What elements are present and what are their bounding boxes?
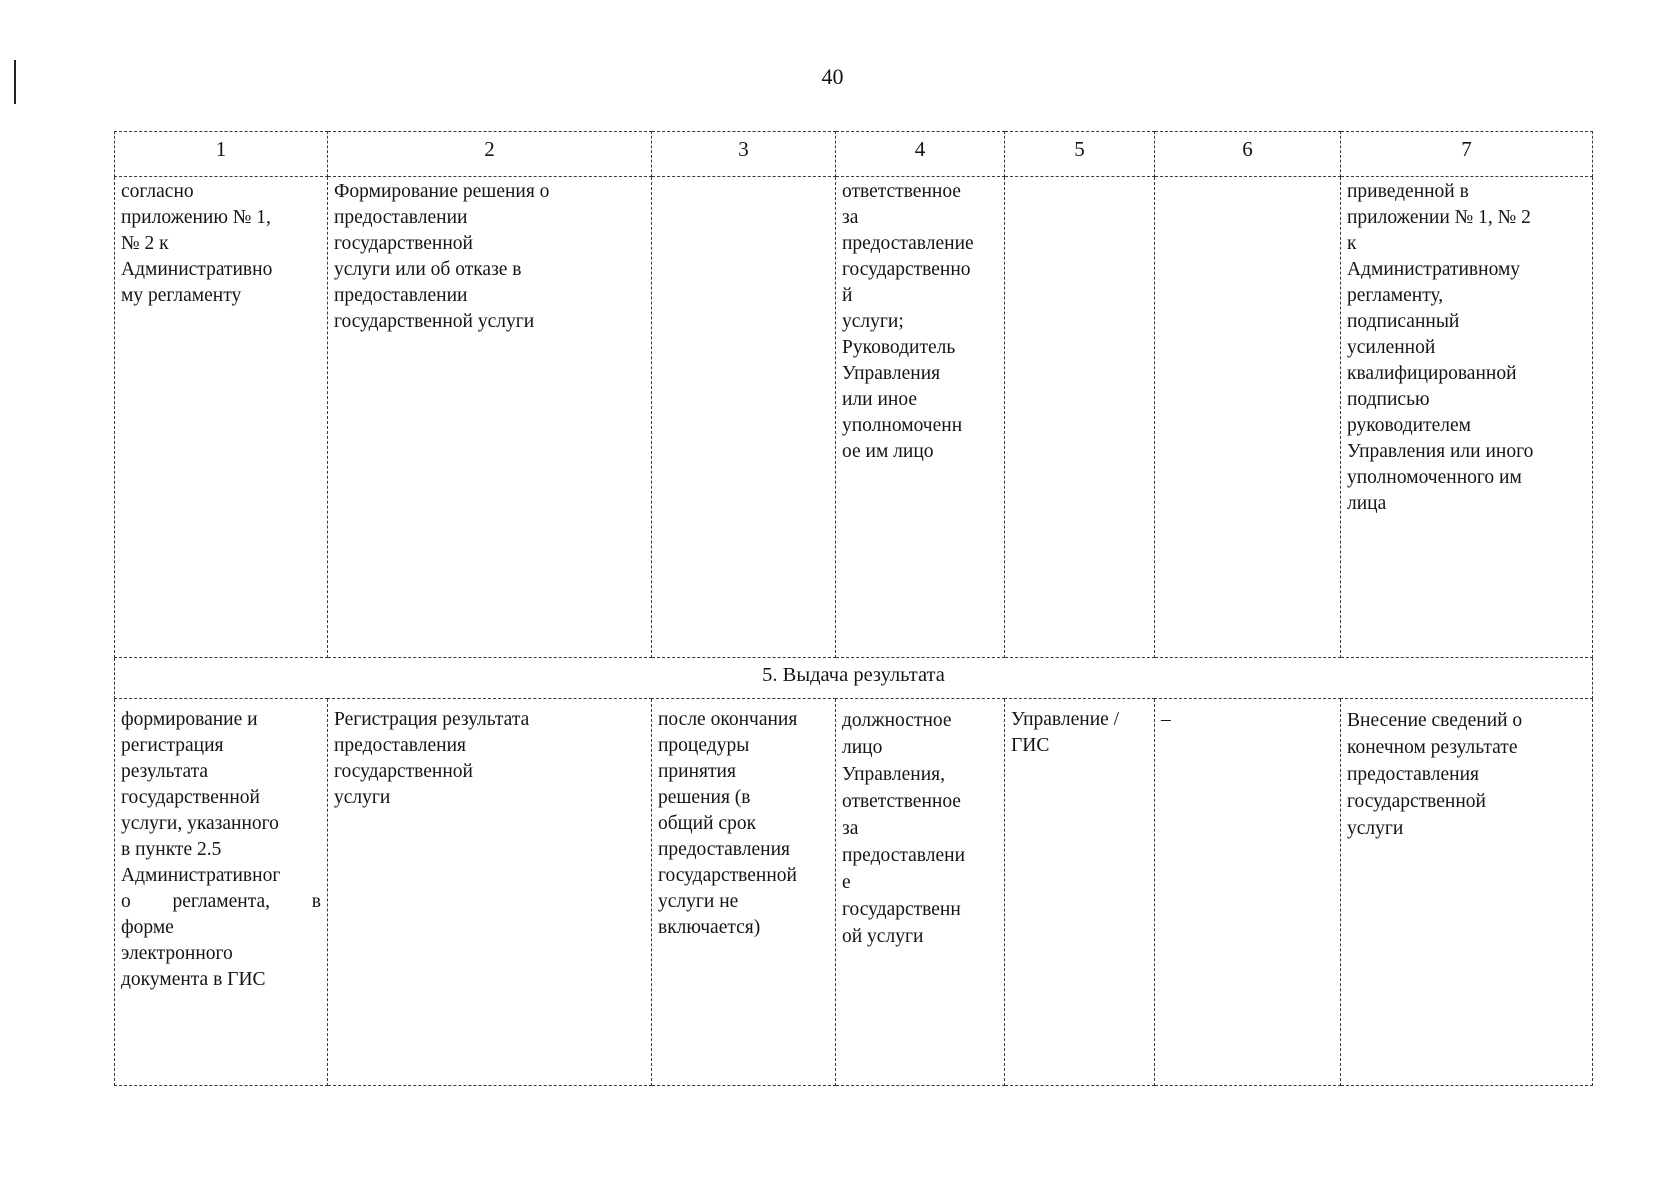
regulation-table <box>114 131 1593 1086</box>
text-line: государственной <box>334 233 473 254</box>
page-number: 40 <box>821 64 844 89</box>
cell-r1-c4 <box>836 177 1005 658</box>
text-line: му регламенту <box>121 285 242 306</box>
text-line: или иное <box>842 389 917 410</box>
header-cell-2: 2 <box>328 132 652 177</box>
text-line: ответственное <box>842 791 961 812</box>
text-line: предоставления <box>1347 764 1479 785</box>
text-line: форме <box>121 917 174 938</box>
text-line: после окончания <box>658 709 798 730</box>
text-line: предоставление <box>842 233 974 254</box>
text-line: ответственное <box>842 181 961 202</box>
text-line: – <box>1161 709 1171 730</box>
text-line: приведенной в <box>1347 181 1469 202</box>
header-cell-7: 7 <box>1341 132 1593 177</box>
text-line: Внесение сведений о <box>1347 710 1523 731</box>
text-line: лицо <box>842 737 883 758</box>
cell-r2-c4 <box>836 699 1005 1086</box>
text-line: в пункте 2.5 <box>121 839 222 860</box>
cell-r2-c2 <box>328 699 652 1086</box>
text-line: Руководитель <box>842 337 956 358</box>
text-line: подписанный <box>1347 311 1460 332</box>
text-line: услуги, указанного <box>121 813 279 834</box>
text-line: услуги или об отказе в <box>334 259 522 280</box>
cell-r1-c7 <box>1341 177 1593 658</box>
text-line: Регистрация результата <box>334 709 530 730</box>
cell-r1-c1 <box>115 177 328 658</box>
table-row <box>115 177 1593 658</box>
text-line: за <box>842 207 859 228</box>
text-line: Административно <box>121 259 273 280</box>
text-line: ое им лицо <box>842 441 934 462</box>
text-line: е <box>842 872 851 893</box>
text-line: к <box>1347 233 1357 254</box>
cell-r1-c6 <box>1155 177 1341 658</box>
text-line: руководителем <box>1347 415 1471 436</box>
cell-r1-c2 <box>328 177 652 658</box>
text-line: государственной <box>334 761 473 782</box>
cell-r2-c1-part-b <box>121 915 321 993</box>
text-line: ГИС <box>1011 735 1050 756</box>
text-line: предоставления <box>334 735 466 756</box>
text-line: уполномоченного им <box>1347 467 1522 488</box>
text-line: государственной <box>121 787 260 808</box>
text-line: услуги; <box>842 311 904 332</box>
text-line: ой услуги <box>842 926 924 947</box>
text-line: лица <box>1347 493 1387 514</box>
text-line: результата <box>121 761 209 782</box>
text-line: согласно <box>121 181 194 202</box>
cell-r2-c1-part-a <box>121 707 321 889</box>
text-line: услуги <box>334 787 391 808</box>
section-row <box>115 658 1593 699</box>
cell-r2-c6 <box>1155 699 1341 1086</box>
text-line: усиленной <box>1347 337 1436 358</box>
text-line: Управления или иного <box>1347 441 1534 462</box>
text-line: подписью <box>1347 389 1430 410</box>
header-row <box>115 132 1593 177</box>
cell-r2-c1 <box>115 699 328 1086</box>
text-line: услуги <box>1347 818 1404 839</box>
text-line: й <box>842 285 853 306</box>
text-line: конечном результате <box>1347 737 1518 758</box>
text-line: услуги не <box>658 891 739 912</box>
text-line: должностное <box>842 710 952 731</box>
text-line: предоставлении <box>334 207 468 228</box>
text-line: уполномоченн <box>842 415 963 436</box>
text-line: Формирование решения о <box>334 181 550 202</box>
header-cell-6: 6 <box>1155 132 1341 177</box>
section-title: 5. Выдача результата <box>115 658 1593 699</box>
text-line: предоставлени <box>842 845 966 866</box>
cell-r2-c5 <box>1005 699 1155 1086</box>
text-line: предоставлении <box>334 285 468 306</box>
cell-r2-c3 <box>652 699 836 1086</box>
text-line: Управление / <box>1011 709 1120 730</box>
text-line: регистрация <box>121 735 224 756</box>
text-line: электронного <box>121 943 233 964</box>
text-line: решения (в <box>658 787 751 808</box>
cell-r2-c1-justified-line: о регламента, в <box>121 891 321 912</box>
text-line: государственной услуги <box>334 311 535 332</box>
text-line: приложении № 1, № 2 <box>1347 207 1531 228</box>
text-line: Административному <box>1347 259 1521 280</box>
text-line: предоставления <box>658 839 790 860</box>
text-line: № 2 к <box>121 233 169 254</box>
text-line: регламенту, <box>1347 285 1444 306</box>
text-line: государственно <box>842 259 971 280</box>
table-row <box>115 699 1593 1086</box>
text-line: приложению № 1, <box>121 207 271 228</box>
cell-r2-c7 <box>1341 699 1593 1086</box>
text-line: государственн <box>842 899 961 920</box>
header-cell-4: 4 <box>836 132 1005 177</box>
text-line: Управления <box>842 363 941 384</box>
text-line: включается) <box>658 917 761 938</box>
text-line: общий срок <box>658 813 757 834</box>
text-line: государственной <box>1347 791 1486 812</box>
cell-r1-c3 <box>652 177 836 658</box>
text-line: принятия <box>658 761 736 782</box>
text-line: государственной <box>658 865 797 886</box>
text-line: формирование и <box>121 709 258 730</box>
header-cell-5: 5 <box>1005 132 1155 177</box>
text-line: Административног <box>121 865 281 886</box>
text-line: квалифицированной <box>1347 363 1517 384</box>
header-cell-3: 3 <box>652 132 836 177</box>
text-line: Управления, <box>842 764 945 785</box>
text-line: документа в ГИС <box>121 969 266 990</box>
cell-r1-c5 <box>1005 177 1155 658</box>
header-cell-1: 1 <box>115 132 328 177</box>
text-line: за <box>842 818 859 839</box>
text-line: процедуры <box>658 735 750 756</box>
